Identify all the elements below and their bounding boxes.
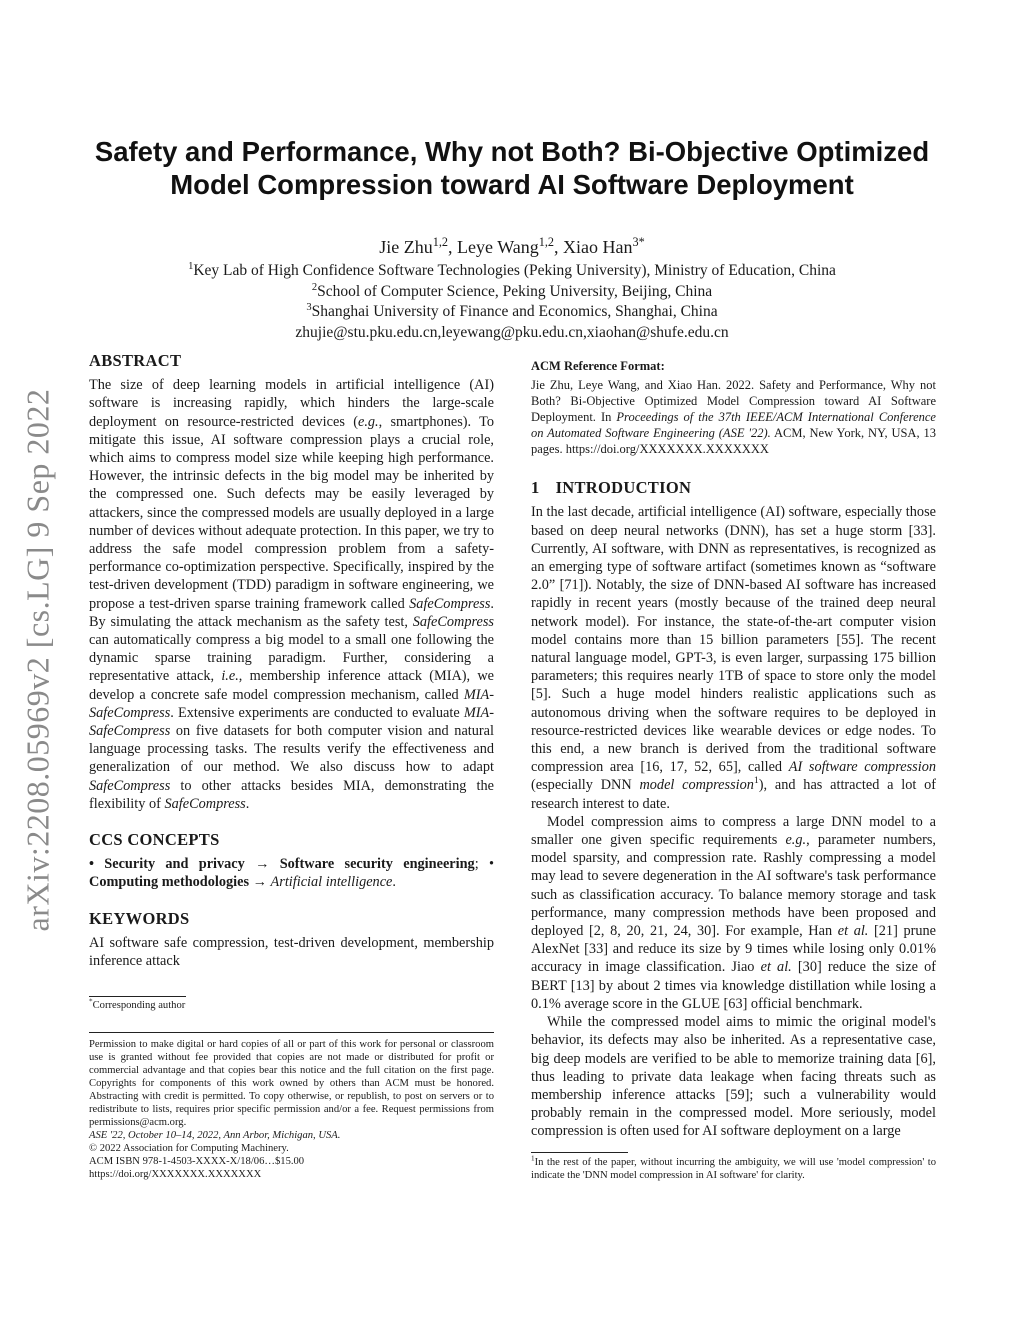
- permission-text: Permission to make digital or hard copies of all or part of this work for personal or classroom use is granted without fee provided that copies are not made or distributed for profit or commercial advantage and that copies bear this notice and the full citation on the first page. Copyrights for components of this work owned by others than ACM must be honored. Abstracting with credit is permitted. To copy otherwise, or republish, to post on servers or to redistribute to lists, requires prior specific permission and/or a fee. Request permissions from permissions@acm.org.: [89, 1039, 494, 1128]
- author-emails: [60, 323, 964, 344]
- emails-text: zhujie@stu.pku.edu.cn,leyewang@pku.edu.cn,xiaohan@shufe.edu.cn: [295, 323, 729, 341]
- affiliation-3-text: Shanghai University of Finance and Economics, Shanghai, China: [311, 303, 718, 320]
- author-2: Leye Wang: [457, 237, 539, 257]
- isbn-line: ACM ISBN 978-1-4503-XXXX-X/18/06…$15.00: [89, 1156, 305, 1167]
- abstract-heading: ABSTRACT: [89, 351, 182, 370]
- author-3-sup: 3*: [632, 235, 645, 249]
- affiliations: [60, 261, 964, 343]
- abstract-text: The size of deep learning models in artificial intelligence (AI) software is increasing rapidly, which hinders the large-scale deployment on resource-restricted devices (e.g., smartphones). To mitigate this issue, AI software compression plays a crucial role, which aims to compress model size while keeping high performance. However, the intrinsic defects in the big model may be inherited by the compressed one. Such defects may be easily leveraged by attackers, since the compressed models are usually deployed in a large number of devices without adequate protection. In this paper, we try to address the safe model compression problem from a safety-performance co-optimization perspective. Specifically, inspired by the test-driven development (TDD) paradigm in software engineering, we propose a test-driven sparse training framework called SafeCompress. By simulating the attack mechanism as the safety test, SafeCompress can automatically compress a big model to a small one following the dynamic sparse training paradigm. Further, considering a representative attack, i.e., membership inference attack (MIA), we develop a concrete safe model compression mechanism, called MIA-SafeCompress. Extensive experiments are conducted to evaluate MIA-SafeCompress on five datasets for both computer vision and natural language processing tasks. The results verify the effectiveness and generalization of our method. We also discuss how to adapt SafeCompress to other attacks besides MIA, demonstrating the flexibility of SafeCompress.: [89, 377, 495, 812]
- affiliation-2: [60, 282, 964, 303]
- model-compression-footnote: $^1$In the rest of the paper, without incurring the ambiguity, we will use 'model compression' to indicate the 'DNN model compression in AI software' for clarity.: [531, 1154, 936, 1182]
- acm-reference-heading: ACM Reference Format:: [531, 359, 665, 373]
- model-footnote-rule: [531, 1152, 628, 1153]
- right-column: [531, 357, 936, 1141]
- affiliation-1-sup: 1: [188, 260, 194, 272]
- introduction-heading: 1 INTRODUCTION: [531, 478, 692, 498]
- affiliation-1: [60, 261, 964, 282]
- title-line-1: Safety and Performance, Why not Both? Bi-Objective Optimized: [94, 136, 930, 167]
- author-list: [60, 236, 964, 258]
- left-column: [89, 352, 494, 970]
- corresponding-footnote: *Corresponding author: [89, 997, 186, 1011]
- doi-line: https://doi.org/XXXXXXX.XXXXXXX: [89, 1169, 262, 1180]
- permission-rule: [89, 1032, 494, 1033]
- affiliation-2-sup: 2: [311, 281, 318, 293]
- keywords-heading: KEYWORDS: [89, 908, 190, 928]
- arxiv-stamp-text: arXiv:2208.05969v2 [cs.LG] 9 Sep 2022: [19, 388, 56, 932]
- affiliation-3: [60, 302, 964, 323]
- keywords-text: AI software safe compression, test-driven development, membership inference attack: [89, 934, 494, 970]
- affiliation-2-text: School of Computer Science, Peking University, Beijing, China: [317, 282, 713, 300]
- conference-info: ASE '22, October 10–14, 2022, Ann Arbor, Michigan, USA.: [89, 1130, 341, 1141]
- author-sep-2: ,: [554, 237, 564, 257]
- author-1: Jie Zhu: [379, 237, 433, 257]
- permission-block: [89, 1038, 494, 1181]
- acm-reference-text: Jie Zhu, Leye Wang, and Xiao Han. 2022. Safety and Performance, Why not Both? Bi-Objective Optimized Model Compression toward AI Software Deployment. In Proceedings of the 37th IEEE/ACM International Conference on Automated Software Engineering (ASE '22). ACM, New York, NY, USA, 13 pages. https://doi.org/XXXXXXX.XXXXXXX: [531, 378, 936, 457]
- author-1-sup: 1,2: [432, 235, 449, 249]
- intro-paragraph-1: In the last decade, artificial intelligence (AI) software, especially those based on deep neural networks (DNN), has set a huge storm [33]. Currently, AI software, with DNN as representatives, is recognized as an emerging type of software artifact (sometimes known as “software 2.0” [71]). Notably, the size of DNN-based AI software has increased rapidly in recent years (mostly because of the trained deep neural network model). For instance, the state-of-the-art computer vision model contains more than 15 billion parameters [55]. The recent natural language model, GPT-3, is even larger, surpassing 175 billion parameters; this requires nearly 1TB of space to store only the model [5]. Such a huge model hinders realistic applications such as autonomous driving when the software requires to be deployed in resource-restricted devices like wearable devices or edge nodes. To this end, a new branch is derived from the traditional software compression area [16, 17, 52, 65], called AI software compression (especially DNN model compression$^1$), and has attracted a lot of research interest to date.: [531, 504, 937, 812]
- affiliation-1-text: Key Lab of High Confidence Software Technologies (Peking University), Ministry of Education, China: [193, 262, 836, 279]
- copyright-line: © 2022 Association for Computing Machinery.: [89, 1143, 289, 1154]
- title-line-2: Model Compression toward AI Software Deployment: [170, 169, 854, 200]
- affiliation-3-sup: 3: [306, 301, 312, 313]
- paper-title: [60, 135, 964, 201]
- author-sep-1: ,: [448, 237, 458, 257]
- author-3: Xiao Han: [563, 237, 633, 257]
- intro-paragraph-2: Model compression aims to compress a large DNN model to a smaller one given specific requirements e.g., parameter numbers, model sparsity, and compression rate. Rashly compressing a model may lead to severe degeneration in the AI software's task performance such as classification accuracy. To balance memory storage and task performance, many compression methods have been proposed and deployed [2, 8, 20, 21, 24, 30]. For example, Han et al. [21] prune AlexNet [33] and reduce its size by 9 times while losing only 0.01% accuracy in image classification. Jiao et al. [30] reduce the size of BERT [13] by about 2 times via knowledge distillation while losing a 0.1% average score in the GLUE [63] official benchmark.: [531, 813, 937, 1012]
- author-2-sup: 1,2: [538, 235, 555, 249]
- intro-paragraph-3: While the compressed model aims to mimic the original model's behavior, its defects may also be inherited. As a representative case, big deep models are verified to be able to memorize training data [6], thus leading to private data leakage when facing threats such as membership inference attacks [59]; such a vulnerability would probably remain in the compressed model. More seriously, model compression is often used for AI software deployment on a large: [531, 1014, 936, 1140]
- ccs-heading: CCS CONCEPTS: [89, 830, 220, 850]
- ccs-concepts-text: • Security and privacy → Software security engineering; • Computing methodologies → Artificial intelligence.: [89, 856, 494, 891]
- footnote-rule: [89, 996, 186, 997]
- arxiv-stamp: [18, 360, 58, 960]
